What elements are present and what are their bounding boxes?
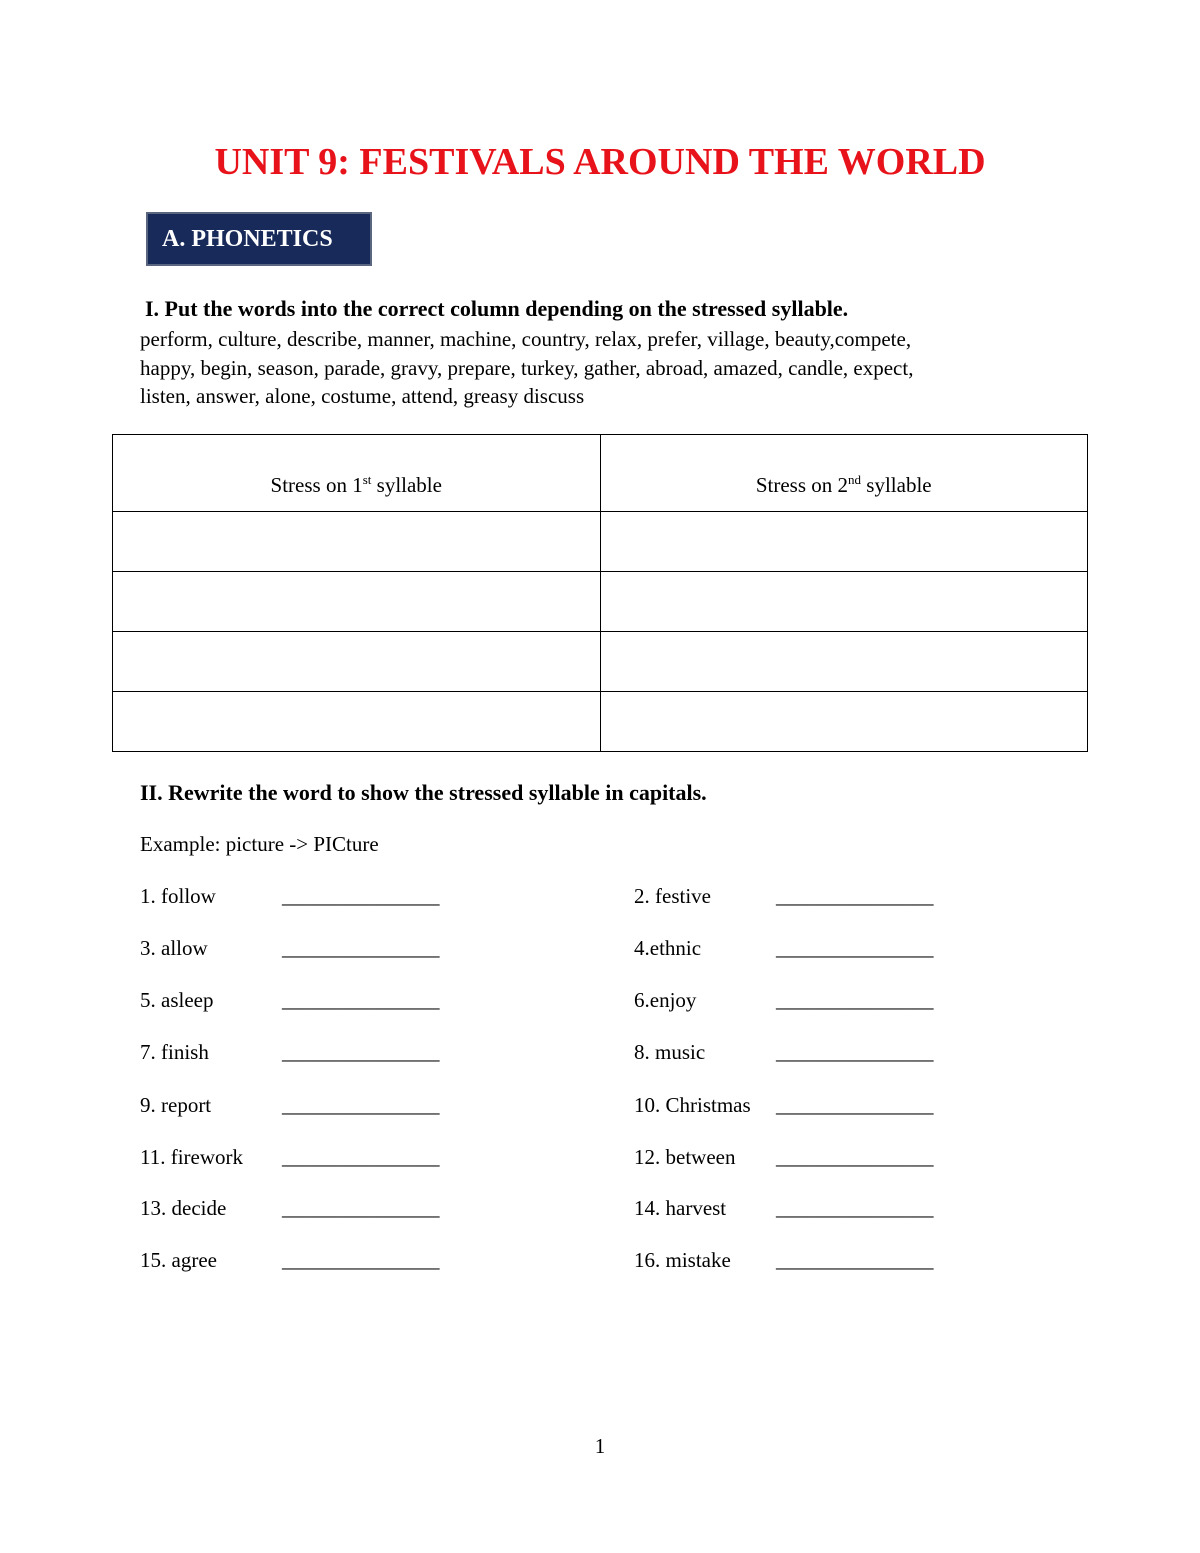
- answer-blank[interactable]: _______________: [282, 1145, 440, 1169]
- answer-blank[interactable]: _______________: [776, 1145, 934, 1169]
- answer-cell[interactable]: [600, 692, 1088, 752]
- word-list: [140, 325, 1080, 411]
- answer-cell[interactable]: [600, 512, 1088, 572]
- instruction-part-1: I. Put the words into the correct column depending on the stressed syllable.: [145, 296, 849, 321]
- answer-blank[interactable]: _______________: [776, 1196, 934, 1220]
- answer-cell[interactable]: [113, 692, 601, 752]
- answer-cell[interactable]: [113, 632, 601, 692]
- word-list-line: listen, answer, alone, costume, attend, greasy discuss: [140, 384, 585, 408]
- answer-blank[interactable]: _______________: [776, 988, 934, 1012]
- answer-blank[interactable]: _______________: [282, 1093, 440, 1117]
- instruction-part-2: II. Rewrite the word to show the stressed syllable in capitals.: [140, 780, 707, 805]
- answer-cell[interactable]: [113, 512, 601, 572]
- table-row: [113, 632, 1088, 692]
- table-row: [113, 512, 1088, 572]
- answer-cell[interactable]: [600, 572, 1088, 632]
- page-title: UNIT 9: FESTIVALS AROUND THE WORLD: [214, 141, 986, 183]
- stress-table: [112, 434, 1088, 752]
- answer-blank[interactable]: _______________: [282, 884, 440, 908]
- stress-table-header: [113, 435, 1088, 512]
- section-badge: A. PHONETICS: [146, 212, 372, 266]
- answer-blank[interactable]: _______________: [776, 1040, 934, 1064]
- word-list-line: perform, culture, describe, manner, machine, country, relax, prefer, village, beauty,compete,: [140, 327, 912, 351]
- answer-cell[interactable]: [113, 572, 601, 632]
- answer-blank[interactable]: _______________: [282, 1196, 440, 1220]
- table-row: [113, 692, 1088, 752]
- header-second-syllable: Stress on 2nd syllable: [600, 435, 1088, 512]
- answer-cell[interactable]: [600, 632, 1088, 692]
- header-first-syllable: Stress on 1st syllable: [113, 435, 601, 512]
- answer-blank[interactable]: _______________: [776, 1093, 934, 1117]
- word-list-line: happy, begin, season, parade, gravy, prepare, turkey, gather, abroad, amazed, candle, expect,: [140, 355, 914, 380]
- page-number: 1: [594, 1434, 606, 1458]
- answer-blank[interactable]: _______________: [282, 988, 440, 1012]
- answer-blank[interactable]: _______________: [776, 1248, 934, 1272]
- answer-blank[interactable]: _______________: [776, 936, 934, 960]
- answer-blank[interactable]: _______________: [282, 1248, 440, 1272]
- table-row: [113, 572, 1088, 632]
- answer-blank[interactable]: _______________: [776, 884, 934, 908]
- answer-blank[interactable]: _______________: [282, 936, 440, 960]
- example-line: Example: picture -> PICture: [140, 832, 379, 856]
- answer-blank[interactable]: _______________: [282, 1040, 440, 1064]
